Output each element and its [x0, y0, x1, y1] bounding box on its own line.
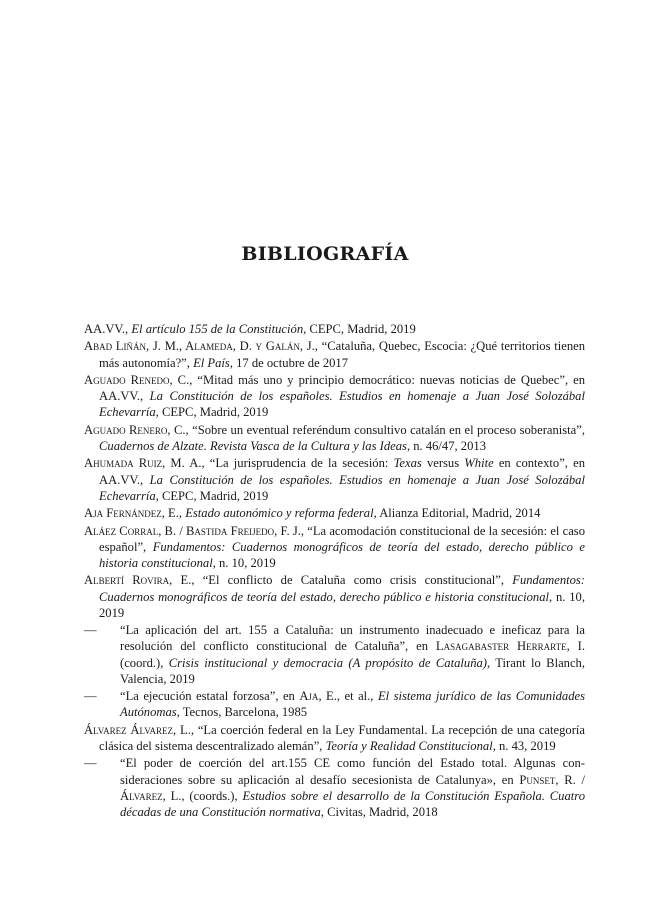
entry-title-italic: Estado autonómico y reforma federal: [185, 506, 374, 521]
entry-text: “La jurisprudencia de la secesión:: [204, 456, 394, 471]
entry-author-ref: Punset: [519, 772, 556, 787]
page-title: BIBLIOGRAFÍA: [241, 243, 409, 265]
repeat-author-dash: —: [84, 623, 97, 638]
repeat-author-dash: —: [84, 756, 97, 771]
entry-body: [120, 755, 585, 820]
entry-body: [120, 688, 585, 720]
entry-text: “Sobre un eventual referéndum consultivo catalán en el proceso soberanista”,: [188, 422, 585, 437]
entry-title-italic: Texas: [393, 456, 422, 471]
bibliography-entry: [84, 572, 585, 621]
entry-title-italic: Cuadernos de Alzate. Revista Vasca de la Cultura y las Ideas: [99, 438, 407, 453]
entry-title-italic: Crisis institucional y democracia (A propósito de Cataluña): [168, 655, 487, 670]
entry-title-italic: Estudios sobre el desarrollo de la Constitución Española. Cuatro décadas de una Constitución normativa: [120, 788, 585, 819]
entry-title-italic: La Constitución de los españoles. Estudios en homenaje a Juan José Solozábal Echevarría: [99, 389, 585, 420]
entry-text: , CEPC, Madrid, 2019: [303, 322, 416, 336]
entry-text: versus: [421, 456, 465, 471]
bibliography-entry: [84, 722, 585, 754]
entry-text: , Civitas, Madrid, 2018: [320, 804, 438, 819]
entry-text: , n. 10, 2019: [99, 589, 585, 620]
entry-author: Ahumada Ruiz, M. A.,: [84, 456, 205, 471]
bibliography-entry: [84, 755, 585, 820]
entry-author: Álvarez Álvarez, L.,: [84, 722, 194, 737]
entry-text: “La ejecución estatal forzosa”, en: [120, 689, 300, 704]
entry-text: , CEPC, Madrid, 2019: [155, 405, 269, 420]
entry-author: Albertí Rovira, E.,: [84, 573, 195, 588]
entry-title-italic: El País: [193, 355, 230, 370]
entry-author: Aja Fernández, E.,: [84, 506, 183, 521]
entry-text: en contexto”, en AA.VV.,: [99, 456, 585, 487]
entry-author-ref: Álvarez: [120, 788, 163, 803]
bibliography-entry: [84, 422, 585, 454]
bibliography-entry: [84, 321, 585, 337]
entry-text: , I. (coord.),: [120, 639, 585, 670]
entry-title-italic: White: [464, 456, 494, 471]
entry-text: , n. 46/47, 2013: [406, 438, 486, 453]
entry-text: , CEPC, Madrid, 2019: [155, 488, 269, 503]
entry-text: “Cataluña, Quebec, Escocia: ¿Qué territorios tienen más autonomía?”,: [99, 339, 585, 370]
entry-title-italic: El artículo 155 de la Constitución: [131, 322, 304, 336]
entry-title-italic: El sistema jurídico de las Comunidades Autónomas: [120, 689, 585, 720]
bibliography-list: [84, 321, 585, 821]
entry-title-italic: Fundamentos: Cuadernos monográficos de teoría del estado, derecho público e historia constitucional: [99, 573, 586, 604]
bibliography-entry: [84, 455, 585, 504]
entry-text: “Mitad más uno y principio democrático: nuevas noticias de Quebec”, en AA.VV.,: [99, 372, 586, 404]
entry-text: “La acomodación constitucional de la secesión: el caso español”,: [99, 523, 585, 554]
entry-text: , Tecnos, Barcelona, 1985: [176, 705, 308, 720]
entry-title-italic: La Constitución de los españoles. Estudios en homenaje a Juan José Solozábal Echevarría: [99, 472, 585, 503]
entry-text: , n. 43, 2019: [492, 738, 556, 753]
entry-text: , R. /: [555, 772, 585, 787]
entry-text: , Alianza Editorial, Madrid, 2014: [373, 506, 541, 521]
entry-title-italic: Teoría y Realidad Constitucional: [325, 738, 493, 753]
entry-title-italic: Fundamentos: Cuadernos monográficos de teoría del estado, derecho público e historia constitucional: [99, 539, 585, 570]
bibliography-entry: [84, 622, 585, 687]
entry-author-ref: Aja: [299, 689, 319, 704]
entry-text: , 17 de octubre de 2017: [229, 355, 349, 370]
entry-text: “La aplicación del art. 155 a Cataluña: un instrumento inadecuado e ineficaz para la resolución del conflicto constitucional de Cataluña”, en: [120, 623, 585, 654]
entry-author: Aguado Renero, C.,: [84, 422, 189, 437]
bibliography-entry: [84, 338, 585, 370]
entry-text: , n. 10, 2019: [212, 555, 276, 570]
entry-body: [120, 622, 585, 687]
bibliography-entry: [84, 688, 585, 720]
repeat-author-dash: —: [84, 689, 97, 704]
entry-text: , L., (coords.),: [162, 788, 243, 803]
entry-author: AA.VV.,: [84, 322, 129, 336]
entry-author: Aláez Corral, B. / Bastida Freijedo, F. J.,: [84, 523, 305, 538]
entry-text: , Tirant lo Blanch, Valencia, 2019: [120, 655, 585, 686]
entry-author: Aguado Renedo, C.,: [84, 372, 193, 387]
entry-text: “El poder de coerción del art.155 CE como función del Estado total. Algunas consideraciones sobre su aplicación al desafío secesionista de Catalunya», en: [120, 756, 585, 787]
entry-text: , E., et al.,: [318, 689, 378, 704]
bibliography-entry: [84, 523, 585, 572]
bibliography-entry: [84, 505, 585, 521]
bibliography-entry: [84, 372, 585, 421]
entry-author: Abad Liñán, J. M., Alameda, D. y Galán, J.,: [84, 339, 318, 354]
entry-text: “La coerción federal en la Ley Fundamental. La recepción de una categoría clásica del sistema descentralizado alemán”,: [99, 722, 585, 753]
entry-text: “El conflicto de Cataluña como crisis constitucional”,: [194, 573, 513, 588]
entry-author-ref: Lasagabaster Herrarte: [435, 639, 567, 654]
